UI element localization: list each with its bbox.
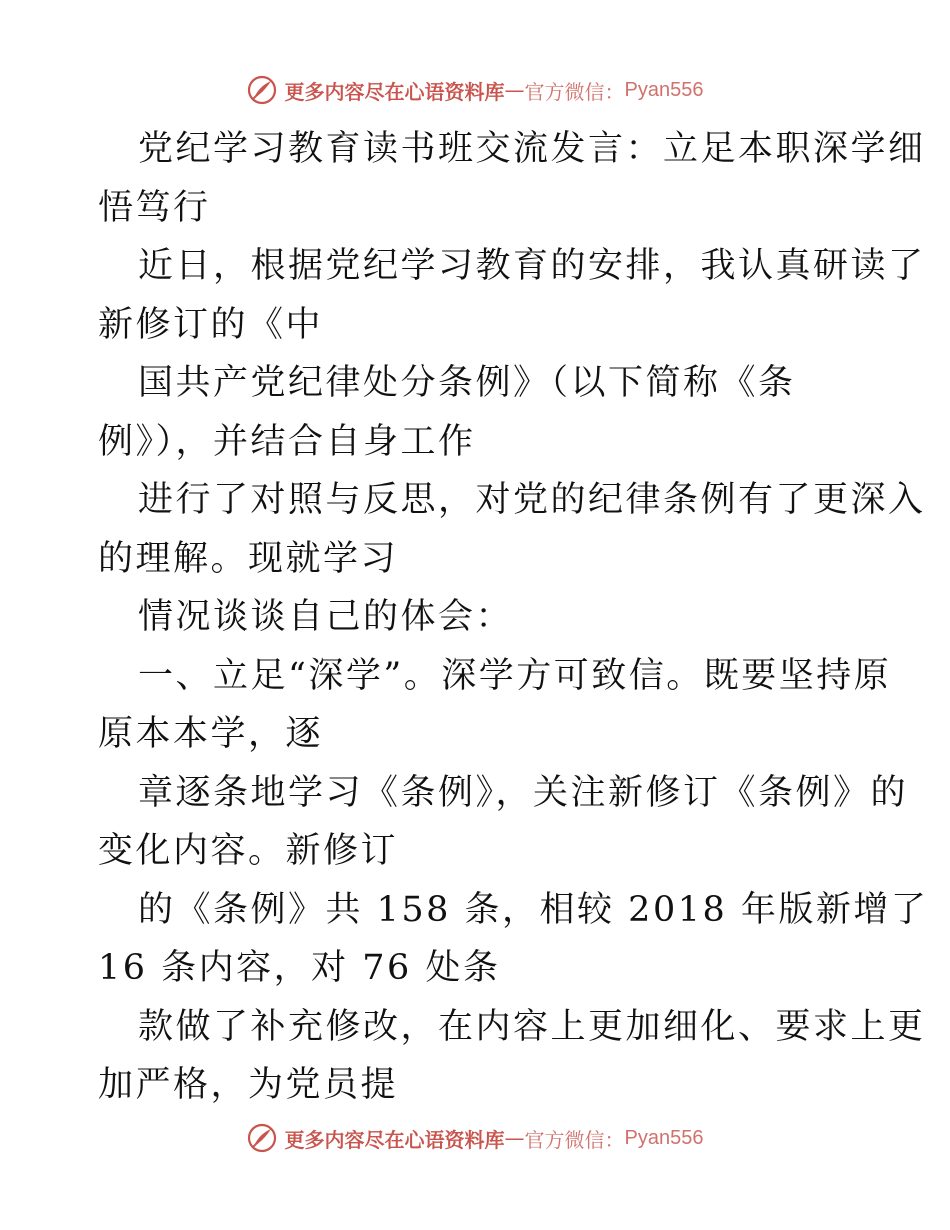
banner-main-text: 更多内容尽在心语资料库 (284, 1127, 505, 1152)
banner-dash: — (504, 78, 525, 102)
text-line: 的《条例》共 158 条，相较 2018 年版新增了 (138, 889, 929, 930)
banner-wechat-label: 官方微信： (524, 1127, 625, 1152)
banner-wechat-label: 官方微信： (524, 79, 625, 104)
title-line-1: 党纪学习教育读书班交流发言：立足本职深学细 (138, 129, 926, 169)
footer-banner-text (285, 1124, 704, 1153)
banner-wechat-id: Pyan556 (624, 78, 704, 101)
text-line: 变化内容。新修订 (98, 831, 399, 871)
text-line: 章逐条地学习《条例》，关注新修订《条例》的 (138, 772, 909, 813)
header-banner (0, 70, 950, 110)
header-banner-text (285, 76, 704, 105)
title-line-2: 悟笃行 (98, 187, 211, 228)
text-line: 新修订的《中 (98, 304, 324, 345)
text-line: 情况谈谈自己的体会： (138, 597, 514, 637)
banner-dash: — (504, 1126, 525, 1150)
text-line: 加严格，为党员提 (98, 1065, 399, 1105)
text-line: 近日，根据党纪学习教育的安排，我认真研读了 (138, 246, 926, 286)
document-body (98, 120, 929, 1115)
banner-wechat-id: Pyan556 (624, 1126, 704, 1149)
text-line: 的理解。现就学习 (98, 538, 399, 579)
quill-logo-icon (247, 75, 277, 105)
quill-logo-icon (247, 1123, 277, 1153)
text-line: 款做了补充修改，在内容上更加细化、要求上更 (138, 1006, 926, 1047)
text-line: 16 条内容，对 76 处条 (98, 948, 501, 988)
banner-main-text: 更多内容尽在心语资料库 (284, 79, 505, 104)
text-line: 国共产党纪律处分条例》（以下简称《条 (138, 363, 796, 403)
footer-banner (0, 1118, 950, 1158)
text-line: 例》），并结合自身工作 (98, 421, 476, 462)
text-line: 进行了对照与反思，对党的纪律条例有了更深入 (138, 480, 926, 520)
text-line: 一、立足“深学”。深学方可致信。既要坚持原 (138, 655, 892, 696)
text-line: 原本本学，逐 (98, 714, 324, 754)
